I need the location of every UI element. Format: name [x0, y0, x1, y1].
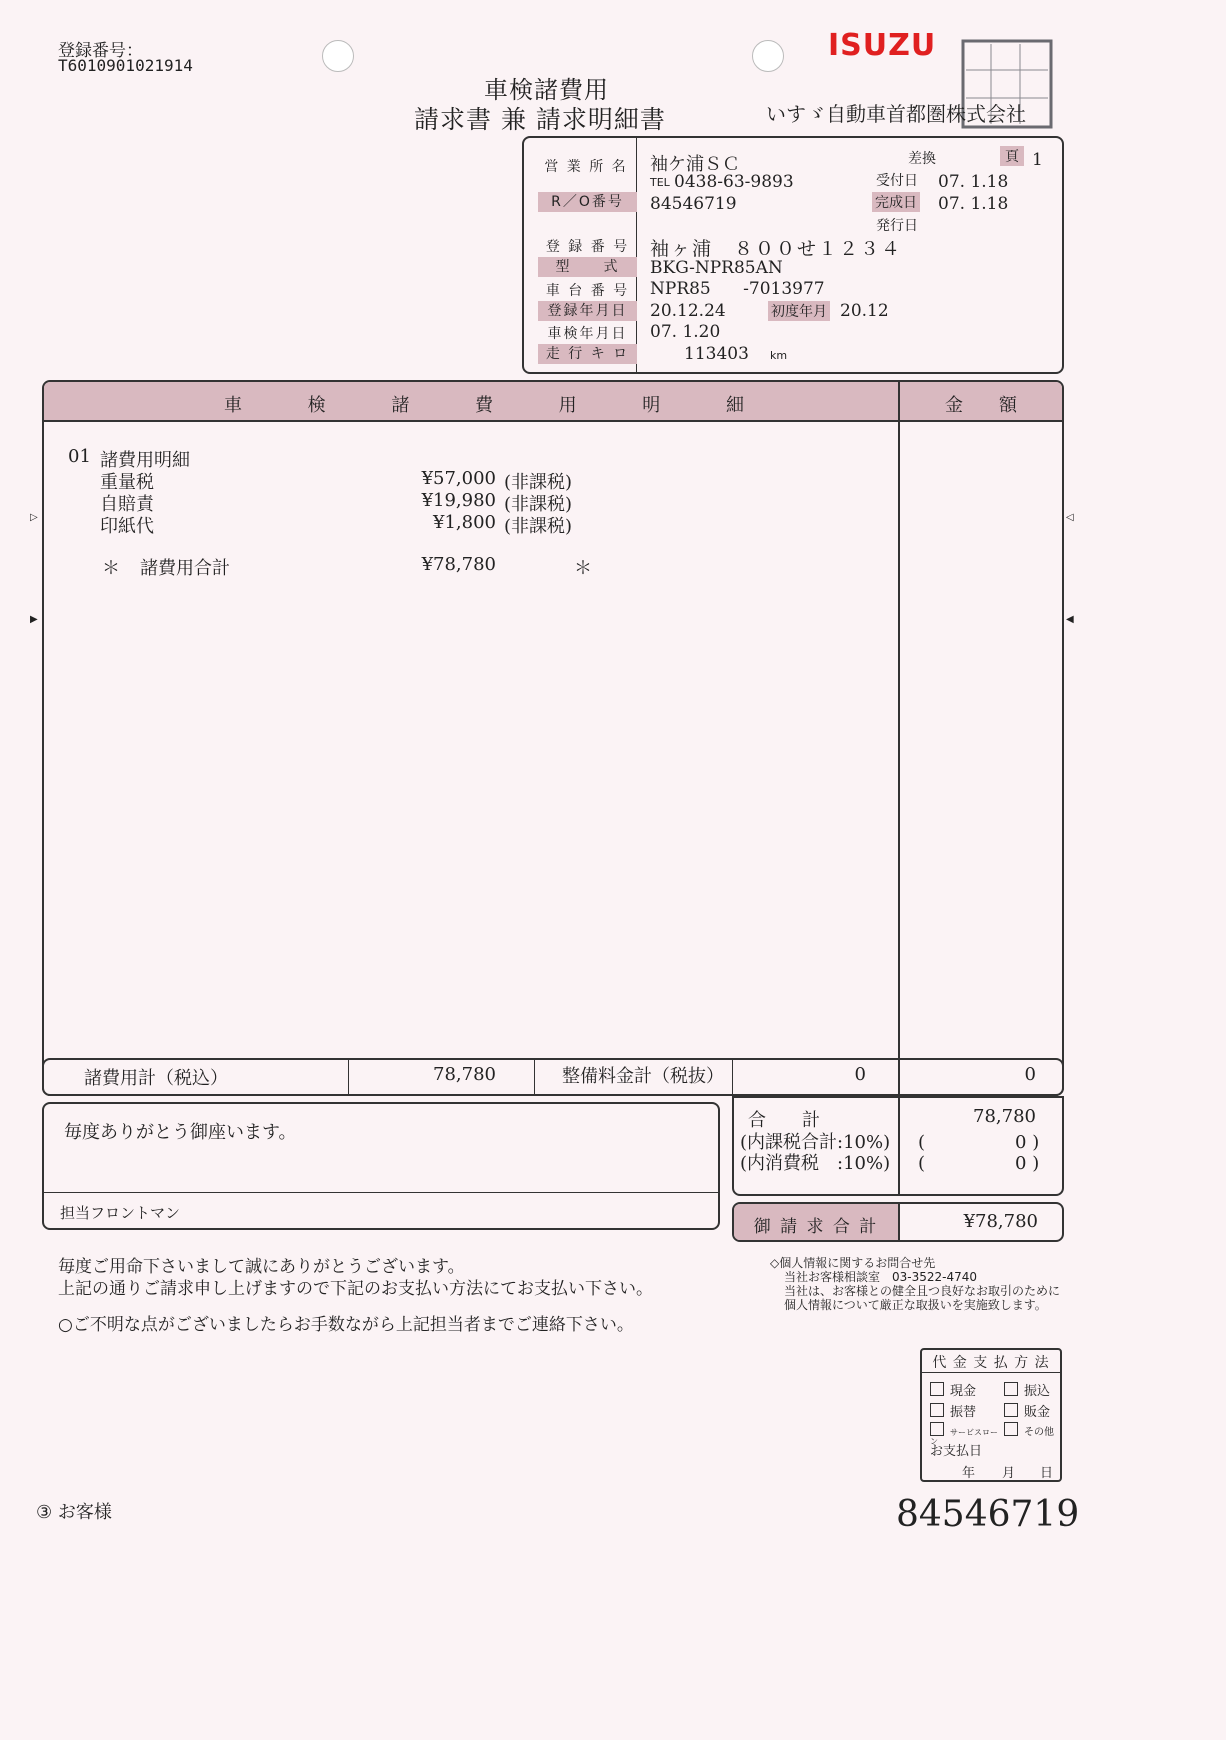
- mileage-value: 113403: [684, 344, 749, 364]
- page-value: 1: [1032, 150, 1043, 170]
- item-note: (非課税): [504, 516, 573, 537]
- summary-divider: [348, 1060, 349, 1094]
- billing-total-label: 御 請 求 合 計: [753, 1217, 879, 1237]
- payment-method-box: [920, 1348, 1062, 1482]
- fees-total-value: 78,780: [433, 1064, 496, 1085]
- plate-value: 袖ヶ浦 ８００せ１２３４: [650, 238, 903, 260]
- item-note: (非課税): [504, 494, 573, 515]
- office-value: 袖ケ浦ＳＣ: [650, 154, 740, 175]
- staff-label: 担当フロントマン: [60, 1204, 181, 1222]
- subtotal-mark-end: ＊: [574, 558, 592, 579]
- mileage-unit: km: [770, 349, 788, 362]
- replacement-label: 差換: [908, 151, 936, 167]
- company-name: いすゞ自動車首都圏株式会社: [766, 102, 1026, 126]
- received-label: 受付日: [876, 173, 918, 189]
- office-label: 営 業 所 名: [544, 159, 628, 175]
- tel-label: TEL: [650, 176, 670, 189]
- subtotal-amount: ¥78,780: [421, 554, 496, 575]
- totals-box: [732, 1096, 1064, 1196]
- checkbox-icon[interactable]: [1004, 1382, 1018, 1396]
- privacy-line-1: 当社お客様相談室 03-3522-4740: [784, 1270, 978, 1284]
- customer-copy-label: ③ お客様: [36, 1502, 112, 1523]
- received-value: 07. 1.18: [938, 172, 1009, 192]
- billing-total-value: ¥78,780: [963, 1211, 1038, 1232]
- summary-divider: [898, 1060, 900, 1094]
- consumption-tax-value: ( 0 ): [918, 1153, 1040, 1174]
- consumption-tax-label: (内消費税 :10%): [740, 1153, 891, 1174]
- thanks-line-2: 上記の通りご請求申し上げますので下記のお支払い方法にてお支払い下さい。: [58, 1279, 653, 1299]
- detail-header-char: 明: [642, 395, 661, 416]
- summary-divider: [534, 1060, 535, 1094]
- detail-header-title: [224, 391, 744, 417]
- payment-title-divider: [922, 1372, 1060, 1373]
- totals-divider: [898, 1098, 900, 1194]
- detail-header-char: 用: [558, 395, 577, 416]
- taxable-total-value: ( 0 ): [918, 1132, 1040, 1153]
- page-label: 頁: [1000, 146, 1024, 166]
- message-box: [42, 1102, 720, 1230]
- item-name: 自賠責: [100, 494, 154, 515]
- payment-option-cash[interactable]: 現金: [930, 1380, 976, 1399]
- item-amount: ¥57,000: [421, 468, 496, 489]
- subtotal-label: 諸費用合計: [140, 558, 230, 579]
- ro-number-label: R／O番号: [538, 192, 637, 212]
- item-note: (非課税): [504, 472, 573, 493]
- total-label: 合 計: [748, 1110, 820, 1131]
- detail-header-char: 費: [474, 395, 493, 416]
- amount-column-value: 0: [1024, 1064, 1036, 1085]
- left-arrow-mark-icon: ▶: [30, 614, 38, 625]
- right-arrow-mark-icon: ◀: [1066, 614, 1074, 625]
- payment-date-label: お支払日: [930, 1444, 983, 1459]
- punch-hole-right: [752, 40, 784, 72]
- mileage-label: 走 行 キ ロ: [538, 344, 637, 364]
- model-value: BKG-NPR85AN: [650, 258, 783, 278]
- privacy-line-3: 個人情報について厳正な取扱いを実施致します。: [784, 1298, 1047, 1312]
- detail-header-char: 諸: [391, 395, 410, 416]
- message-divider: [44, 1192, 718, 1193]
- payment-option-sales-finance[interactable]: 販金: [1004, 1401, 1050, 1420]
- punch-hole-left: [322, 40, 354, 72]
- checkbox-icon[interactable]: [1004, 1422, 1018, 1436]
- left-guide-mark-icon: ▷: [30, 512, 38, 523]
- inspection-date-value: 07. 1.20: [650, 322, 721, 342]
- payment-option-transfer[interactable]: 振込: [1004, 1380, 1050, 1399]
- payment-option-service-loan[interactable]: サービスローン: [930, 1422, 1002, 1446]
- document-number: 84546719: [896, 1494, 1080, 1535]
- registration-number: T6010901021914: [58, 56, 193, 75]
- thanks-line-1: 毎度ご用命下さいまして誠にありがとうございます。: [58, 1257, 465, 1277]
- fees-summary-row: [42, 1058, 1064, 1096]
- detail-header-char: 車: [224, 395, 242, 416]
- isuzu-logo: ISUZU: [828, 28, 937, 63]
- detail-header-char: 細: [725, 395, 744, 416]
- checkbox-icon[interactable]: [930, 1382, 944, 1396]
- payment-option-other[interactable]: その他: [1004, 1422, 1054, 1438]
- inspection-date-label: 車検年月日: [547, 326, 628, 342]
- amount-column-divider: [898, 382, 900, 1094]
- payment-date-year: 年: [962, 1466, 976, 1481]
- privacy-line-2: 当社は、お客様との健全且つ良好なお取引のために: [784, 1284, 1061, 1298]
- ro-number-value: 84546719: [650, 194, 737, 214]
- checkbox-icon[interactable]: [930, 1403, 944, 1417]
- privacy-title: ◇個人情報に関するお問合せ先: [770, 1256, 936, 1270]
- service-total-label: 整備料金計（税抜）: [562, 1066, 724, 1087]
- section-number: 01: [68, 446, 91, 467]
- item-name: 印紙代: [100, 516, 154, 537]
- first-registration-label: 初度年月: [768, 301, 830, 321]
- billing-total-box: [732, 1202, 1064, 1242]
- item-amount: ¥1,800: [433, 512, 496, 533]
- taxable-total-label: (内課税合計:10%): [740, 1132, 891, 1153]
- document-subtitle: 請求書 兼 請求明細書: [414, 105, 666, 134]
- vehicle-info-box: [522, 136, 1064, 374]
- completed-value: 07. 1.18: [938, 194, 1009, 214]
- item-name: 重量税: [100, 472, 154, 493]
- document-title: 車検諸費用: [484, 76, 609, 104]
- completed-label: 完成日: [872, 192, 920, 212]
- total-value: 78,780: [973, 1106, 1036, 1127]
- subtotal-mark: ＊: [102, 558, 120, 579]
- model-label: 型 式: [538, 257, 637, 277]
- greeting-message: 毎度ありがとう御座います。: [64, 1122, 297, 1143]
- detail-header-char: 検: [307, 395, 326, 416]
- registration-date-value: 20.12.24: [650, 301, 726, 321]
- issued-label: 発行日: [876, 218, 918, 234]
- fees-total-label: 諸費用計（税込）: [84, 1068, 228, 1089]
- chassis-value: NPR85 -7013977: [650, 279, 825, 299]
- checkbox-icon[interactable]: [930, 1422, 944, 1436]
- payment-option-debit[interactable]: 振替: [930, 1401, 976, 1420]
- summary-divider: [732, 1060, 733, 1094]
- contact-note: ○ご不明な点がございましたらお手数ながら上記担当者までご連絡下さい。: [58, 1315, 634, 1335]
- first-registration-value: 20.12: [840, 301, 889, 321]
- registration-date-label: 登録年月日: [538, 301, 637, 321]
- checkbox-icon[interactable]: [1004, 1403, 1018, 1417]
- detail-table: [42, 380, 1064, 1096]
- plate-label: 登 録 番 号: [545, 239, 630, 255]
- right-guide-mark-icon: ◁: [1066, 512, 1074, 523]
- section-title: 諸費用明細: [100, 450, 190, 471]
- chassis-label: 車 台 番 号: [545, 283, 630, 299]
- payment-date-month: 月: [1002, 1466, 1016, 1481]
- service-total-value: 0: [854, 1064, 866, 1085]
- payment-date-day: 日: [1040, 1466, 1054, 1481]
- amount-header: 金 額: [945, 395, 1017, 416]
- tel-value: 0438-63-9893: [674, 172, 794, 192]
- item-amount: ¥19,980: [421, 490, 496, 511]
- registration-label: 登録番号：: [58, 41, 143, 61]
- payment-method-title: 代 金 支 払 方 法: [932, 1355, 1050, 1371]
